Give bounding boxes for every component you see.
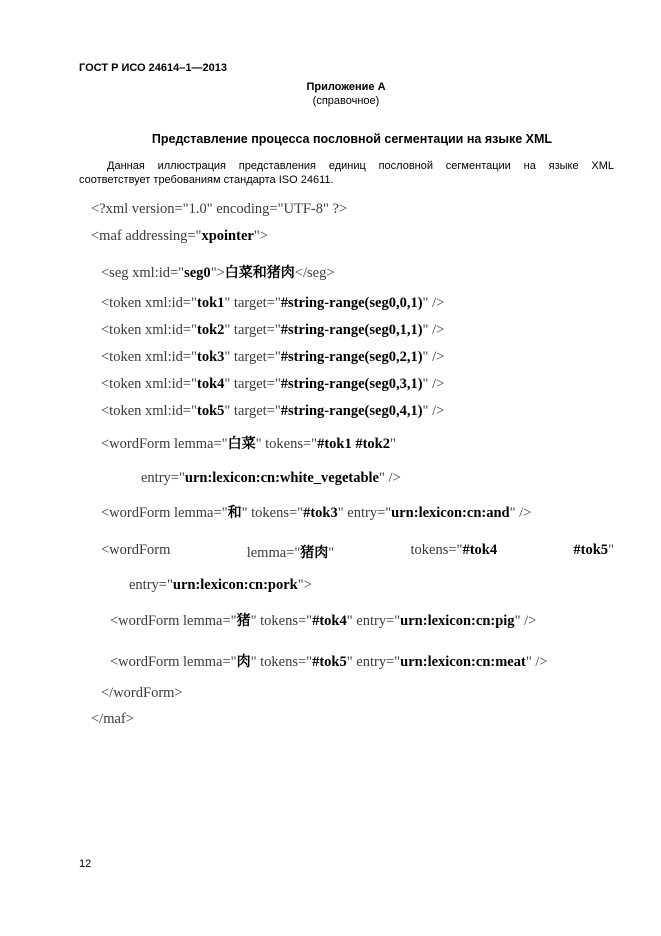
wordform-white-vegetable-entry: entry="urn:lexicon:cn:white_vegetable" /> — [141, 470, 401, 486]
section-title: Представление процесса пословной сегментации на языке XML — [151, 132, 553, 146]
wordform-pork-entry: entry="urn:lexicon:cn:pork"> — [129, 577, 312, 593]
intro-paragraph-line2: соответствует требованиям стандарта ISO 24611. — [79, 174, 334, 186]
intro-paragraph-line1: Данная иллюстрация представления единиц пословной сегментации на языке XML — [107, 160, 614, 172]
xml-declaration: <?xml version="1.0" encoding="UTF-8" ?> — [91, 201, 348, 217]
intro-paragraph — [79, 159, 614, 187]
token-line: <token xml:id="tok1" target="#string-range(seg0,0,1)" /> — [101, 295, 445, 311]
page-number: 12 — [79, 858, 92, 870]
wordform-and: <wordForm lemma="和" tokens="#tok3" entry="urn:lexicon:cn:and" /> — [101, 505, 532, 521]
seg-element: <seg xml:id="seg0">白菜和猪肉</seg> — [101, 265, 335, 281]
wordform-white-vegetable: <wordForm lemma="白菜" tokens="#tok1 #tok2" — [101, 436, 396, 452]
maf-close-tag: </maf> — [91, 711, 134, 727]
annex-title: Приложение А — [306, 81, 386, 93]
token-line: <token xml:id="tok2" target="#string-range(seg0,1,1)" /> — [101, 322, 445, 338]
wordform-meat: <wordForm lemma="肉" tokens="#tok5" entry="urn:lexicon:cn:meat" /> — [110, 654, 548, 670]
maf-open-tag: <maf addressing="xpointer"> — [91, 228, 268, 244]
token-line: <token xml:id="tok5" target="#string-range(seg0,4,1)" /> — [101, 403, 445, 419]
annex-subtitle: (справочное) — [312, 95, 380, 107]
wordform-pig: <wordForm lemma="猪" tokens="#tok4" entry="urn:lexicon:cn:pig" /> — [110, 613, 537, 629]
token-line: <token xml:id="tok4" target="#string-range(seg0,3,1)" /> — [101, 376, 445, 392]
token-line: <token xml:id="tok3" target="#string-range(seg0,2,1)" /> — [101, 349, 445, 365]
wordform-close-tag: </wordForm> — [101, 685, 183, 701]
standard-header: ГОСТ Р ИСО 24614–1—2013 — [79, 62, 227, 74]
wordform-pork: <wordForm lemma="猪肉" tokens="#tok4 #tok5" — [101, 542, 614, 561]
